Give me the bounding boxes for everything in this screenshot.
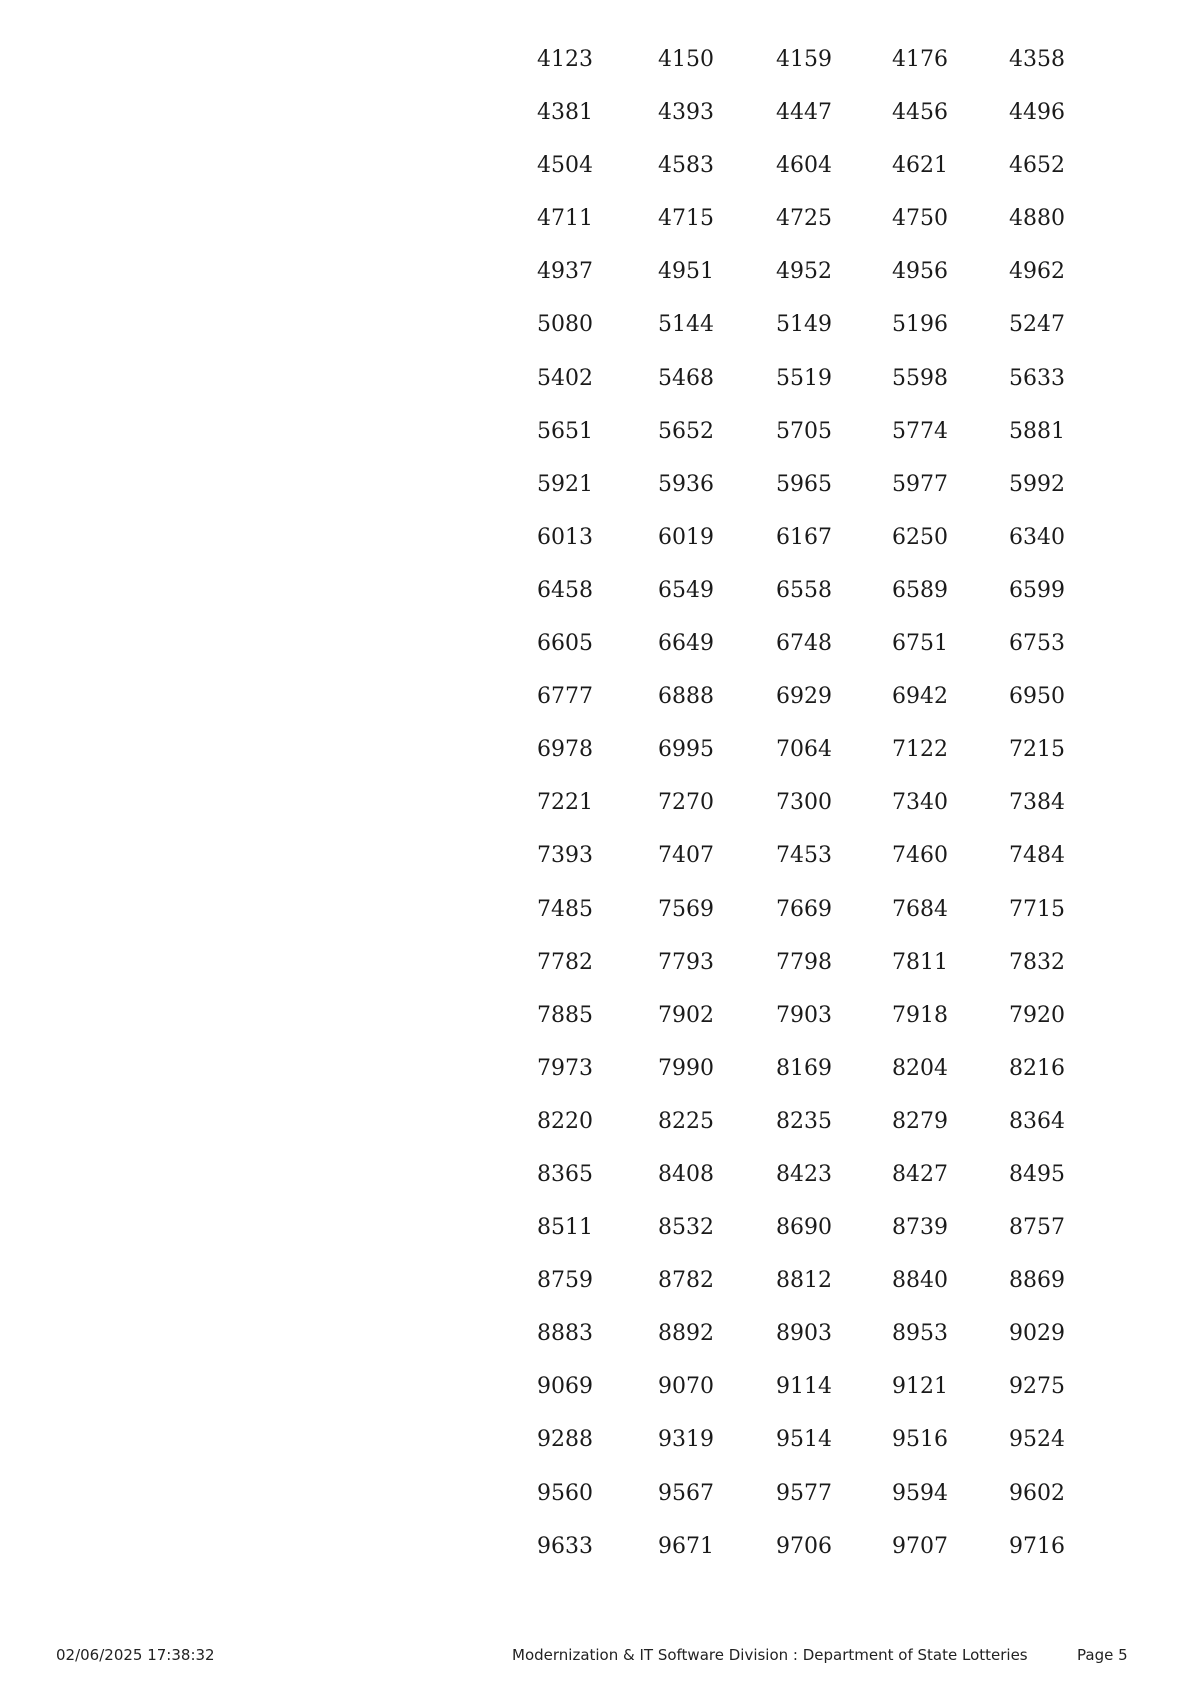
number-cell: 9524: [1009, 1427, 1065, 1453]
number-cell: 8235: [776, 1108, 832, 1134]
number-cell: 8408: [658, 1161, 714, 1187]
number-cell: 4456: [892, 100, 948, 126]
number-cell: 5705: [776, 418, 832, 444]
number-cell: 9121: [892, 1374, 948, 1400]
number-row: [530, 728, 1090, 781]
number-cell: 5598: [892, 365, 948, 391]
number-cell: 4381: [537, 100, 593, 126]
number-cell: 6950: [1009, 684, 1065, 710]
number-cell: 8204: [892, 1055, 948, 1081]
number-cell: 8782: [658, 1268, 714, 1294]
number-row: [530, 410, 1090, 463]
number-cell: 8903: [776, 1321, 832, 1347]
number-cell: 7270: [658, 790, 714, 816]
number-cell: 7460: [892, 843, 948, 869]
number-cell: 6458: [537, 577, 593, 603]
number-cell: 5149: [776, 312, 832, 338]
number-cell: 5977: [892, 471, 948, 497]
number-cell: 4504: [537, 153, 593, 179]
number-cell: 8495: [1009, 1161, 1065, 1187]
number-cell: 4951: [658, 259, 714, 285]
number-cell: 9567: [658, 1480, 714, 1506]
number-cell: 6558: [776, 577, 832, 603]
number-cell: 5651: [537, 418, 593, 444]
number-cell: 9602: [1009, 1480, 1065, 1506]
number-cell: 8883: [537, 1321, 593, 1347]
number-cell: 7215: [1009, 737, 1065, 763]
number-row: [530, 1312, 1090, 1365]
number-cell: 6605: [537, 631, 593, 657]
number-cell: 7122: [892, 737, 948, 763]
number-cell: 8892: [658, 1321, 714, 1347]
number-cell: 6777: [537, 684, 593, 710]
number-cell: 8220: [537, 1108, 593, 1134]
number-cell: 8279: [892, 1108, 948, 1134]
number-cell: 7832: [1009, 949, 1065, 975]
number-cell: 6167: [776, 524, 832, 550]
number-cell: 5936: [658, 471, 714, 497]
number-cell: 5965: [776, 471, 832, 497]
number-cell: 8757: [1009, 1215, 1065, 1241]
number-row: [530, 781, 1090, 834]
number-cell: 7918: [892, 1002, 948, 1028]
number-cell: 9633: [537, 1533, 593, 1559]
number-cell: 5468: [658, 365, 714, 391]
number-cell: 8423: [776, 1161, 832, 1187]
number-row: [530, 1365, 1090, 1418]
number-cell: 9671: [658, 1533, 714, 1559]
number-cell: 9594: [892, 1480, 948, 1506]
number-cell: 8365: [537, 1161, 593, 1187]
number-row: [530, 144, 1090, 197]
number-cell: 6753: [1009, 631, 1065, 657]
number-cell: 7793: [658, 949, 714, 975]
number-cell: 9069: [537, 1374, 593, 1400]
number-cell: 7221: [537, 790, 593, 816]
number-cell: 5196: [892, 312, 948, 338]
number-row: [530, 941, 1090, 994]
number-cell: 6942: [892, 684, 948, 710]
number-cell: 4621: [892, 153, 948, 179]
number-cell: 5144: [658, 312, 714, 338]
winning-numbers-grid: [530, 38, 1090, 1578]
number-cell: 9029: [1009, 1321, 1065, 1347]
number-row: [530, 569, 1090, 622]
number-cell: 5519: [776, 365, 832, 391]
number-cell: 7569: [658, 896, 714, 922]
number-cell: 7885: [537, 1002, 593, 1028]
number-cell: 7798: [776, 949, 832, 975]
number-cell: 9707: [892, 1533, 948, 1559]
number-cell: 8511: [537, 1215, 593, 1241]
number-cell: 4604: [776, 153, 832, 179]
number-cell: 4123: [537, 47, 593, 72]
number-cell: 5774: [892, 418, 948, 444]
number-cell: 7407: [658, 843, 714, 869]
number-cell: 6340: [1009, 524, 1065, 550]
number-cell: 7300: [776, 790, 832, 816]
number-row: [530, 91, 1090, 144]
number-row: [530, 675, 1090, 728]
number-row: [530, 622, 1090, 675]
number-cell: 5921: [537, 471, 593, 497]
number-cell: 6250: [892, 524, 948, 550]
number-cell: 7669: [776, 896, 832, 922]
number-cell: 6549: [658, 577, 714, 603]
number-cell: 8840: [892, 1268, 948, 1294]
number-cell: 9275: [1009, 1374, 1065, 1400]
footer-page-number: Page 5: [1077, 1646, 1128, 1664]
number-row: [530, 357, 1090, 410]
number-cell: 7453: [776, 843, 832, 869]
number-cell: 9577: [776, 1480, 832, 1506]
number-row: [530, 1100, 1090, 1153]
number-cell: 7920: [1009, 1002, 1065, 1028]
number-cell: 6599: [1009, 577, 1065, 603]
number-cell: 7782: [537, 949, 593, 975]
number-cell: 4711: [537, 206, 593, 232]
number-cell: 6995: [658, 737, 714, 763]
number-cell: 7340: [892, 790, 948, 816]
number-cell: 8225: [658, 1108, 714, 1134]
number-cell: 4358: [1009, 47, 1065, 72]
number-cell: 9319: [658, 1427, 714, 1453]
number-cell: 4962: [1009, 259, 1065, 285]
number-cell: 8690: [776, 1215, 832, 1241]
number-cell: 5992: [1009, 471, 1065, 497]
number-cell: 7485: [537, 896, 593, 922]
number-cell: 6929: [776, 684, 832, 710]
number-cell: 4159: [776, 47, 832, 72]
number-cell: 7684: [892, 896, 948, 922]
number-cell: 9070: [658, 1374, 714, 1400]
number-cell: 5402: [537, 365, 593, 391]
number-cell: 4937: [537, 259, 593, 285]
number-cell: 5247: [1009, 312, 1065, 338]
number-cell: 6978: [537, 737, 593, 763]
number-cell: 6748: [776, 631, 832, 657]
number-row: [530, 197, 1090, 250]
number-cell: 8532: [658, 1215, 714, 1241]
number-cell: 4715: [658, 206, 714, 232]
number-cell: 5080: [537, 312, 593, 338]
number-cell: 9288: [537, 1427, 593, 1453]
number-cell: 8759: [537, 1268, 593, 1294]
number-row: [530, 888, 1090, 941]
number-cell: 4447: [776, 100, 832, 126]
number-cell: 7811: [892, 949, 948, 975]
number-cell: 9516: [892, 1427, 948, 1453]
number-cell: 6751: [892, 631, 948, 657]
number-row: [530, 38, 1090, 91]
number-cell: 9560: [537, 1480, 593, 1506]
number-cell: 4880: [1009, 206, 1065, 232]
number-row: [530, 1259, 1090, 1312]
number-cell: 7393: [537, 843, 593, 869]
number-cell: 4725: [776, 206, 832, 232]
number-cell: 8427: [892, 1161, 948, 1187]
number-row: [530, 1153, 1090, 1206]
number-row: [530, 1206, 1090, 1259]
number-cell: 4583: [658, 153, 714, 179]
number-row: [530, 834, 1090, 887]
number-cell: 8953: [892, 1321, 948, 1347]
number-row: [530, 1525, 1090, 1578]
number-cell: 4150: [658, 47, 714, 72]
number-cell: 4952: [776, 259, 832, 285]
footer-timestamp: 02/06/2025 17:38:32: [56, 1646, 215, 1664]
number-cell: 5633: [1009, 365, 1065, 391]
number-cell: 8169: [776, 1055, 832, 1081]
number-cell: 7384: [1009, 790, 1065, 816]
number-cell: 7902: [658, 1002, 714, 1028]
number-cell: 9114: [776, 1374, 832, 1400]
number-cell: 7903: [776, 1002, 832, 1028]
number-row: [530, 516, 1090, 569]
number-cell: 7990: [658, 1055, 714, 1081]
number-cell: 7064: [776, 737, 832, 763]
number-cell: 9716: [1009, 1533, 1065, 1559]
number-row: [530, 1418, 1090, 1471]
number-row: [530, 994, 1090, 1047]
number-cell: 4750: [892, 206, 948, 232]
number-row: [530, 250, 1090, 303]
number-cell: 7715: [1009, 896, 1065, 922]
number-row: [530, 303, 1090, 356]
number-cell: 4652: [1009, 153, 1065, 179]
number-cell: 9706: [776, 1533, 832, 1559]
page-footer: [0, 1646, 1190, 1670]
number-cell: 4176: [892, 47, 948, 72]
number-cell: 8364: [1009, 1108, 1065, 1134]
number-row: [530, 1047, 1090, 1100]
number-cell: 8216: [1009, 1055, 1065, 1081]
number-cell: 5652: [658, 418, 714, 444]
number-row: [530, 1472, 1090, 1525]
number-cell: 9514: [776, 1427, 832, 1453]
footer-division-label: Modernization & IT Software Division : Department of State Lotteries: [512, 1646, 1028, 1664]
number-cell: 4956: [892, 259, 948, 285]
number-cell: 4393: [658, 100, 714, 126]
number-cell: 7484: [1009, 843, 1065, 869]
number-cell: 8869: [1009, 1268, 1065, 1294]
number-cell: 8812: [776, 1268, 832, 1294]
number-cell: 7973: [537, 1055, 593, 1081]
number-row: [530, 463, 1090, 516]
number-cell: 6019: [658, 524, 714, 550]
number-cell: 6888: [658, 684, 714, 710]
number-cell: 5881: [1009, 418, 1065, 444]
number-cell: 6013: [537, 524, 593, 550]
number-cell: 4496: [1009, 100, 1065, 126]
number-cell: 8739: [892, 1215, 948, 1241]
number-cell: 6589: [892, 577, 948, 603]
number-cell: 6649: [658, 631, 714, 657]
